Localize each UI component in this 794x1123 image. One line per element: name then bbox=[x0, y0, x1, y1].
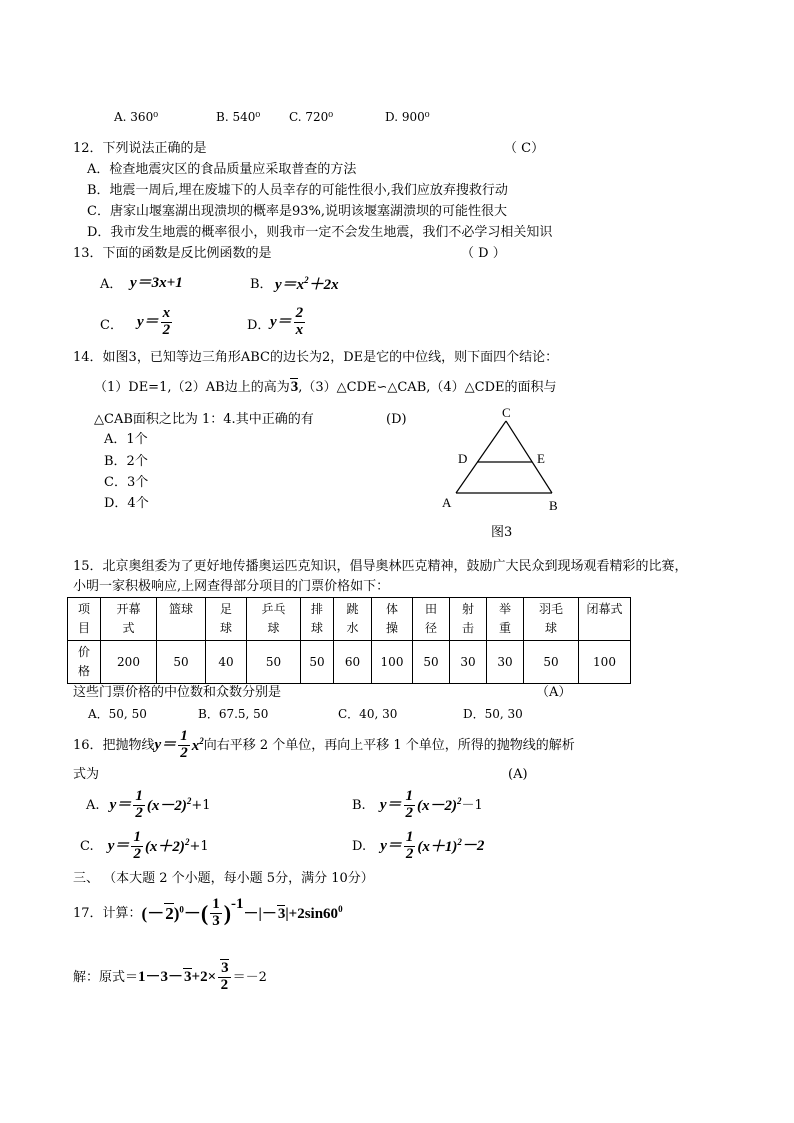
price-cell: 60 bbox=[334, 641, 372, 684]
label-b: B bbox=[549, 498, 558, 513]
q16-option-a: A. y＝ $\frac{1}{2}$ $(x-2)^2+1$ bbox=[86, 788, 211, 821]
q16-stem-end: 式为 bbox=[73, 767, 100, 782]
price-cell: 30 bbox=[487, 641, 524, 684]
label-d: D bbox=[458, 451, 468, 466]
q14-answer: (D) bbox=[386, 412, 407, 427]
q12-option-d: D．我市发生地震的概率很小，则我市一定不会发生地震，我们不必学习相关知识 bbox=[87, 225, 553, 240]
q12-option-b: B．地震一周后,埋在废墟下的人员幸存的可能性很小,我们应放弃搜救行动 bbox=[87, 183, 508, 198]
q12-option-c: C．唐家山堰塞湖出现溃坝的概率是93%,说明该堰塞湖溃坝的可能性很大 bbox=[87, 204, 507, 219]
q15-option-c: C．40, 30 bbox=[338, 707, 398, 721]
table-price-row bbox=[68, 641, 631, 684]
q16-option-c: C. y＝ $\frac{1}{2}$ $(x+2)^2+1$ bbox=[80, 829, 209, 862]
q15-stem-line1: 15．北京奥组委为了更好地传播奥运匹克知识，倡导奥林匹克精神，鼓励广大民众到现场观看精彩的比赛， bbox=[73, 559, 688, 574]
q16-answer: (A) bbox=[508, 767, 528, 782]
header-cell: 体 操 bbox=[372, 598, 413, 641]
q15-option-d: D．50, 30 bbox=[463, 707, 523, 721]
q15-option-a: A．50, 50 bbox=[88, 707, 147, 721]
header-cell: 乒乓 球 bbox=[247, 598, 301, 641]
header-cell: 射 击 bbox=[450, 598, 487, 641]
price-cell: 30 bbox=[450, 641, 487, 684]
header-cell: 田 径 bbox=[413, 598, 450, 641]
q13-stem: 13．下面的函数是反比例函数的是 bbox=[73, 246, 272, 261]
q16-stem: 16．把抛物线y＝ $\frac{1}{2}$ $x^2$向右平移 2 个单位，再向上平移 1 个单位，所得的抛物线的解析 bbox=[73, 728, 575, 761]
q13-option-d: y＝ $\frac{2}{x}$ bbox=[270, 305, 304, 338]
price-cell: 50 bbox=[157, 641, 206, 684]
q13-label-c: C． bbox=[100, 318, 123, 333]
section-3-heading: 三、 （本大题 2 个小题，每小题 5分，满分 10分） bbox=[73, 871, 374, 886]
q11-option-c: C. 720⁰ bbox=[289, 110, 334, 124]
price-cell: 100 bbox=[579, 641, 631, 684]
q16-option-b: B. y＝ $\frac{1}{2}$ $(x-2)^2-1$ bbox=[352, 788, 483, 821]
q14-conclusions: （1）DE=1,（2）AB边上的高为3,（3）△CDE∽△CAB,（4）△CDE的面积与 bbox=[94, 379, 557, 395]
header-cell: 项 目 bbox=[68, 598, 101, 641]
q12-stem: 12．下列说法正确的是 bbox=[73, 141, 207, 156]
header-cell: 羽毛 球 bbox=[524, 598, 579, 641]
q14-ratio-line: △CAB面积之比为 1：4.其中正确的有 bbox=[94, 412, 314, 427]
label-e: E bbox=[537, 451, 545, 466]
q14-stem: 14．如图3，已知等边三角形ABC的边长为2，DE是它的中位线，则下面四个结论： bbox=[73, 350, 559, 365]
q14-option-d: D．4个 bbox=[104, 496, 149, 511]
side-cb bbox=[506, 421, 552, 493]
label-c: C bbox=[502, 405, 511, 420]
q15-answer: （A） bbox=[536, 685, 572, 700]
q13-label-b: B． bbox=[250, 277, 273, 292]
price-cell: 50 bbox=[413, 641, 450, 684]
price-cell: 50 bbox=[524, 641, 579, 684]
q11-option-b: B. 540⁰ bbox=[216, 110, 261, 124]
q13-answer: （ D ） bbox=[461, 246, 506, 261]
header-cell: 闭幕式 bbox=[579, 598, 631, 641]
q11-option-d: D. 900⁰ bbox=[385, 110, 430, 124]
price-cell: 200 bbox=[101, 641, 157, 684]
q13-option-a: y＝3x+1 bbox=[130, 275, 183, 291]
header-cell: 跳 水 bbox=[334, 598, 372, 641]
q12-answer: （ C） bbox=[504, 141, 545, 156]
row-label-cell: 价 格 bbox=[68, 641, 101, 684]
price-cell: 50 bbox=[247, 641, 301, 684]
price-cell: 50 bbox=[301, 641, 334, 684]
figure-caption: 图3 bbox=[491, 525, 513, 540]
q15-option-b: B．67.5, 50 bbox=[198, 707, 269, 721]
q13-label-d: D． bbox=[247, 318, 271, 333]
q17-expression: 17．计算：$(-2)^0-$( $\frac{1}{3}$ )$^{-1}-|-3|+2\sin 60^0$ bbox=[73, 896, 343, 929]
q13-option-b: $y=x^2+2x$ bbox=[275, 275, 339, 293]
q13-option-c: y＝ $\frac{x}{2}$ bbox=[137, 305, 171, 338]
price-cell: 100 bbox=[372, 641, 413, 684]
header-cell: 篮球 bbox=[157, 598, 206, 641]
q17-solution: 解：原式＝1－3－3+2× $\frac{3}{2}$ ＝－2 bbox=[73, 960, 267, 993]
q16-option-d: D. y＝ $\frac{1}{2}$ $(x+1)^2-2$ bbox=[352, 829, 485, 862]
header-cell: 举 重 bbox=[487, 598, 524, 641]
header-cell: 足 球 bbox=[206, 598, 247, 641]
q14-option-a: A．1个 bbox=[104, 432, 148, 447]
q15-stem-line2: 小明一家积极响应,上网查得部分项目的门票价格如下： bbox=[73, 579, 390, 594]
label-a: A bbox=[442, 495, 452, 510]
q14-option-b: B．2个 bbox=[104, 454, 148, 469]
q12-option-a: A．检查地震灾区的食品质量应采取普查的方法 bbox=[87, 162, 357, 177]
header-cell: 排 球 bbox=[301, 598, 334, 641]
header-cell: 开幕 式 bbox=[101, 598, 157, 641]
table-header-row bbox=[68, 598, 631, 641]
q11-option-a: A. 360⁰ bbox=[114, 110, 159, 124]
q13-label-a: A． bbox=[100, 277, 123, 292]
price-cell: 40 bbox=[206, 641, 247, 684]
figure-3-triangle bbox=[430, 400, 580, 540]
q15-question: 这些门票价格的中位数和众数分别是 bbox=[73, 685, 282, 700]
q14-option-c: C．3个 bbox=[104, 475, 149, 490]
ticket-price-table bbox=[67, 597, 631, 684]
